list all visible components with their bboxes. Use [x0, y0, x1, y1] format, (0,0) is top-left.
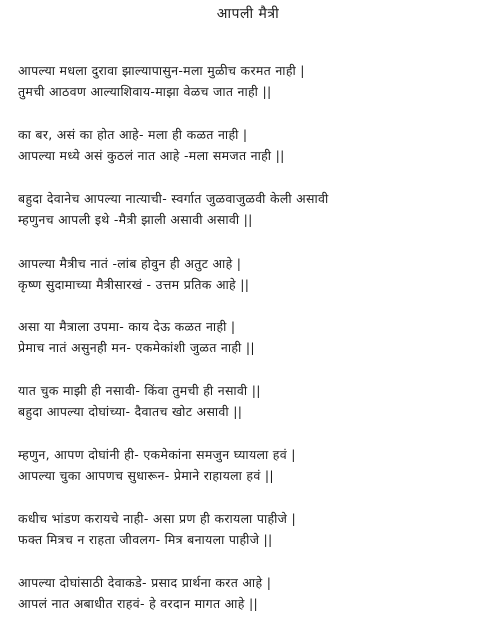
poem-line: बहुदा आपल्या दोघांच्या- दैवातच खोट असावी ||	[18, 404, 243, 419]
poem-line: आपल्या मध्ये असं कुठलं नात आहे -मला समजत नाही ||	[18, 148, 285, 163]
poem-line: आपल्या चुका आपणच सुधारून- प्रेमाने राहायला हवं ||	[18, 468, 274, 483]
poem-line: फक्त मित्रच न राहता जीवलग- मित्र बनायला पाहीजे ||	[18, 532, 273, 547]
poem-line: म्हणुनच आपली इथे -मैत्री झाली असावी असावी ||	[18, 212, 253, 227]
stanza-5	[18, 316, 488, 358]
poem-line: प्रेमाच नातं असुनही मन- एकमेकांशी जुळत नाही ||	[18, 340, 255, 355]
poem-line: आपल्या मधला दुरावा झाल्यापासुन-मला मुळीच करमत नाही |	[18, 63, 305, 78]
poem-line: कधीच भांडण करायचे नाही- असा प्रण ही करायला पाहीजे |	[18, 511, 297, 526]
poem-line: म्हणुन, आपण दोघांनी ही- एकमेकांना समजुन घ्यायला हवं |	[18, 447, 296, 462]
stanza-8	[18, 508, 488, 550]
poem-title: आपली मैत्री	[216, 6, 280, 22]
poem-line: तुमची आठवण आल्याशिवाय-माझा वेळच जात नाही ||	[18, 84, 272, 99]
stanza-4	[18, 253, 488, 295]
poem-line: कृष्ण सुदामाच्या मैत्रीसारखं - उत्तम प्रतिक आहे ||	[18, 277, 250, 292]
poem-line: यात चुक माझी ही नसावी- किंवा तुमची ही नसावी ||	[18, 383, 261, 398]
poem-line: असा या मैत्राला उपमा- काय देऊ कळत नाही |	[18, 319, 236, 334]
poem-line: आपलं नात अबाधीत राहवं- हे वरदान मागत आहे ||	[18, 596, 258, 611]
stanza-3	[18, 188, 488, 230]
stanza-6	[18, 380, 488, 422]
poem-line: आपल्या मैत्रीच नातं -लांब होवुन ही अतुट आहे |	[18, 256, 242, 271]
stanza-1	[18, 60, 488, 102]
stanza-7	[18, 444, 488, 486]
stanza-9	[18, 572, 488, 614]
poem-line: आपल्या दोघांसाठी देवाकडे- प्रसाद प्रार्थना करत आहे |	[18, 575, 272, 590]
poem-line: बहुदा देवानेच आपल्या नात्याची- स्वर्गात जुळवाजुळवी केली असावी	[18, 191, 329, 206]
poem-line: का बर, असं का होत आहे- मला ही कळत नाही |	[18, 127, 248, 142]
stanza-2	[18, 124, 488, 166]
